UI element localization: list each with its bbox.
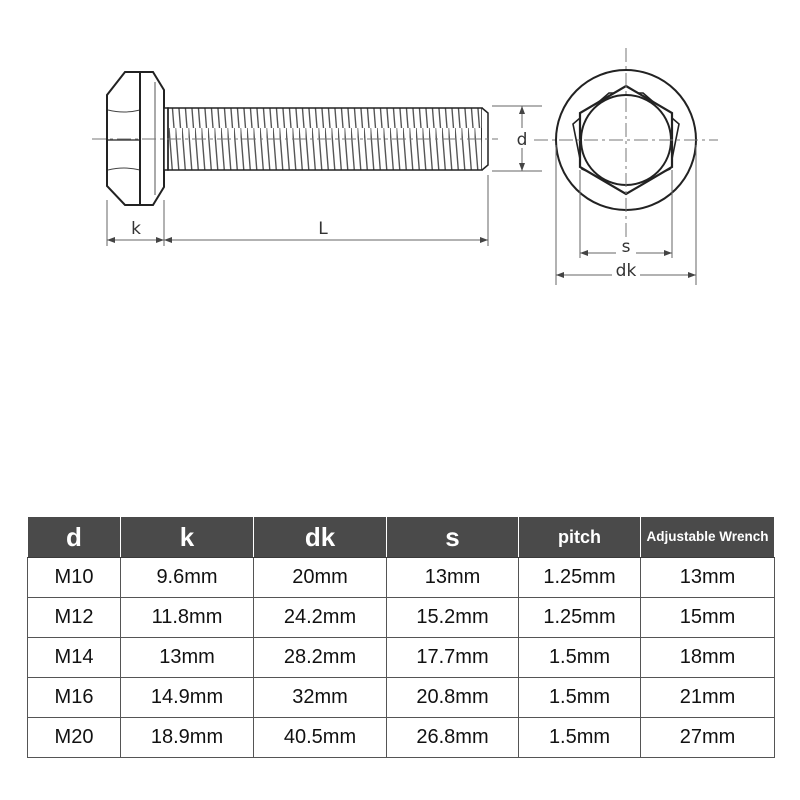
cell-d: M16 [28,678,121,718]
cell-d: M12 [28,598,121,638]
cell-s: 17.7mm [387,638,519,678]
cell-d: M10 [28,558,121,598]
cell-wrench: 13mm [641,558,775,598]
s-dimension-label: s [621,237,631,257]
cell-k: 13mm [121,638,254,678]
cell-d: M14 [28,638,121,678]
cell-pitch: 1.5mm [519,678,641,718]
cell-k: 18.9mm [121,718,254,758]
header-d: d [28,517,121,558]
k-dimension-label: k [131,219,141,239]
cell-wrench: 21mm [641,678,775,718]
cell-pitch: 1.5mm [519,638,641,678]
table-row [28,638,775,678]
cell-pitch: 1.25mm [519,558,641,598]
header-k: k [121,517,254,558]
cell-dk: 20mm [254,558,387,598]
cell-d: M20 [28,718,121,758]
cell-dk: 28.2mm [254,638,387,678]
cell-pitch: 1.5mm [519,718,641,758]
cell-dk: 24.2mm [254,598,387,638]
L-dimension-label: L [318,219,328,239]
header-adjustable-wrench: Adjustable Wrench [641,517,775,558]
cell-s: 26.8mm [387,718,519,758]
cell-pitch: 1.25mm [519,598,641,638]
cell-dk: 32mm [254,678,387,718]
cell-k: 9.6mm [121,558,254,598]
cell-s: 20.8mm [387,678,519,718]
header-dk: dk [254,517,387,558]
bolt-dimension-diagram [0,0,800,320]
table-header-row [28,517,775,558]
cell-dk: 40.5mm [254,718,387,758]
header-pitch: pitch [519,517,641,558]
cell-wrench: 27mm [641,718,775,758]
cell-k: 11.8mm [121,598,254,638]
d-dimension-label: d [516,130,528,150]
table-row [28,598,775,638]
table-row [28,718,775,758]
dk-dimension-label: dk [615,261,637,281]
cell-wrench: 15mm [641,598,775,638]
flange-bolt-side-view-icon [92,72,498,205]
flange-bolt-top-view-icon [534,48,718,238]
header-s: s [387,517,519,558]
cell-k: 14.9mm [121,678,254,718]
table-row [28,678,775,718]
cell-wrench: 18mm [641,638,775,678]
table-row [28,558,775,598]
cell-s: 15.2mm [387,598,519,638]
specification-table [27,516,775,758]
cell-s: 13mm [387,558,519,598]
